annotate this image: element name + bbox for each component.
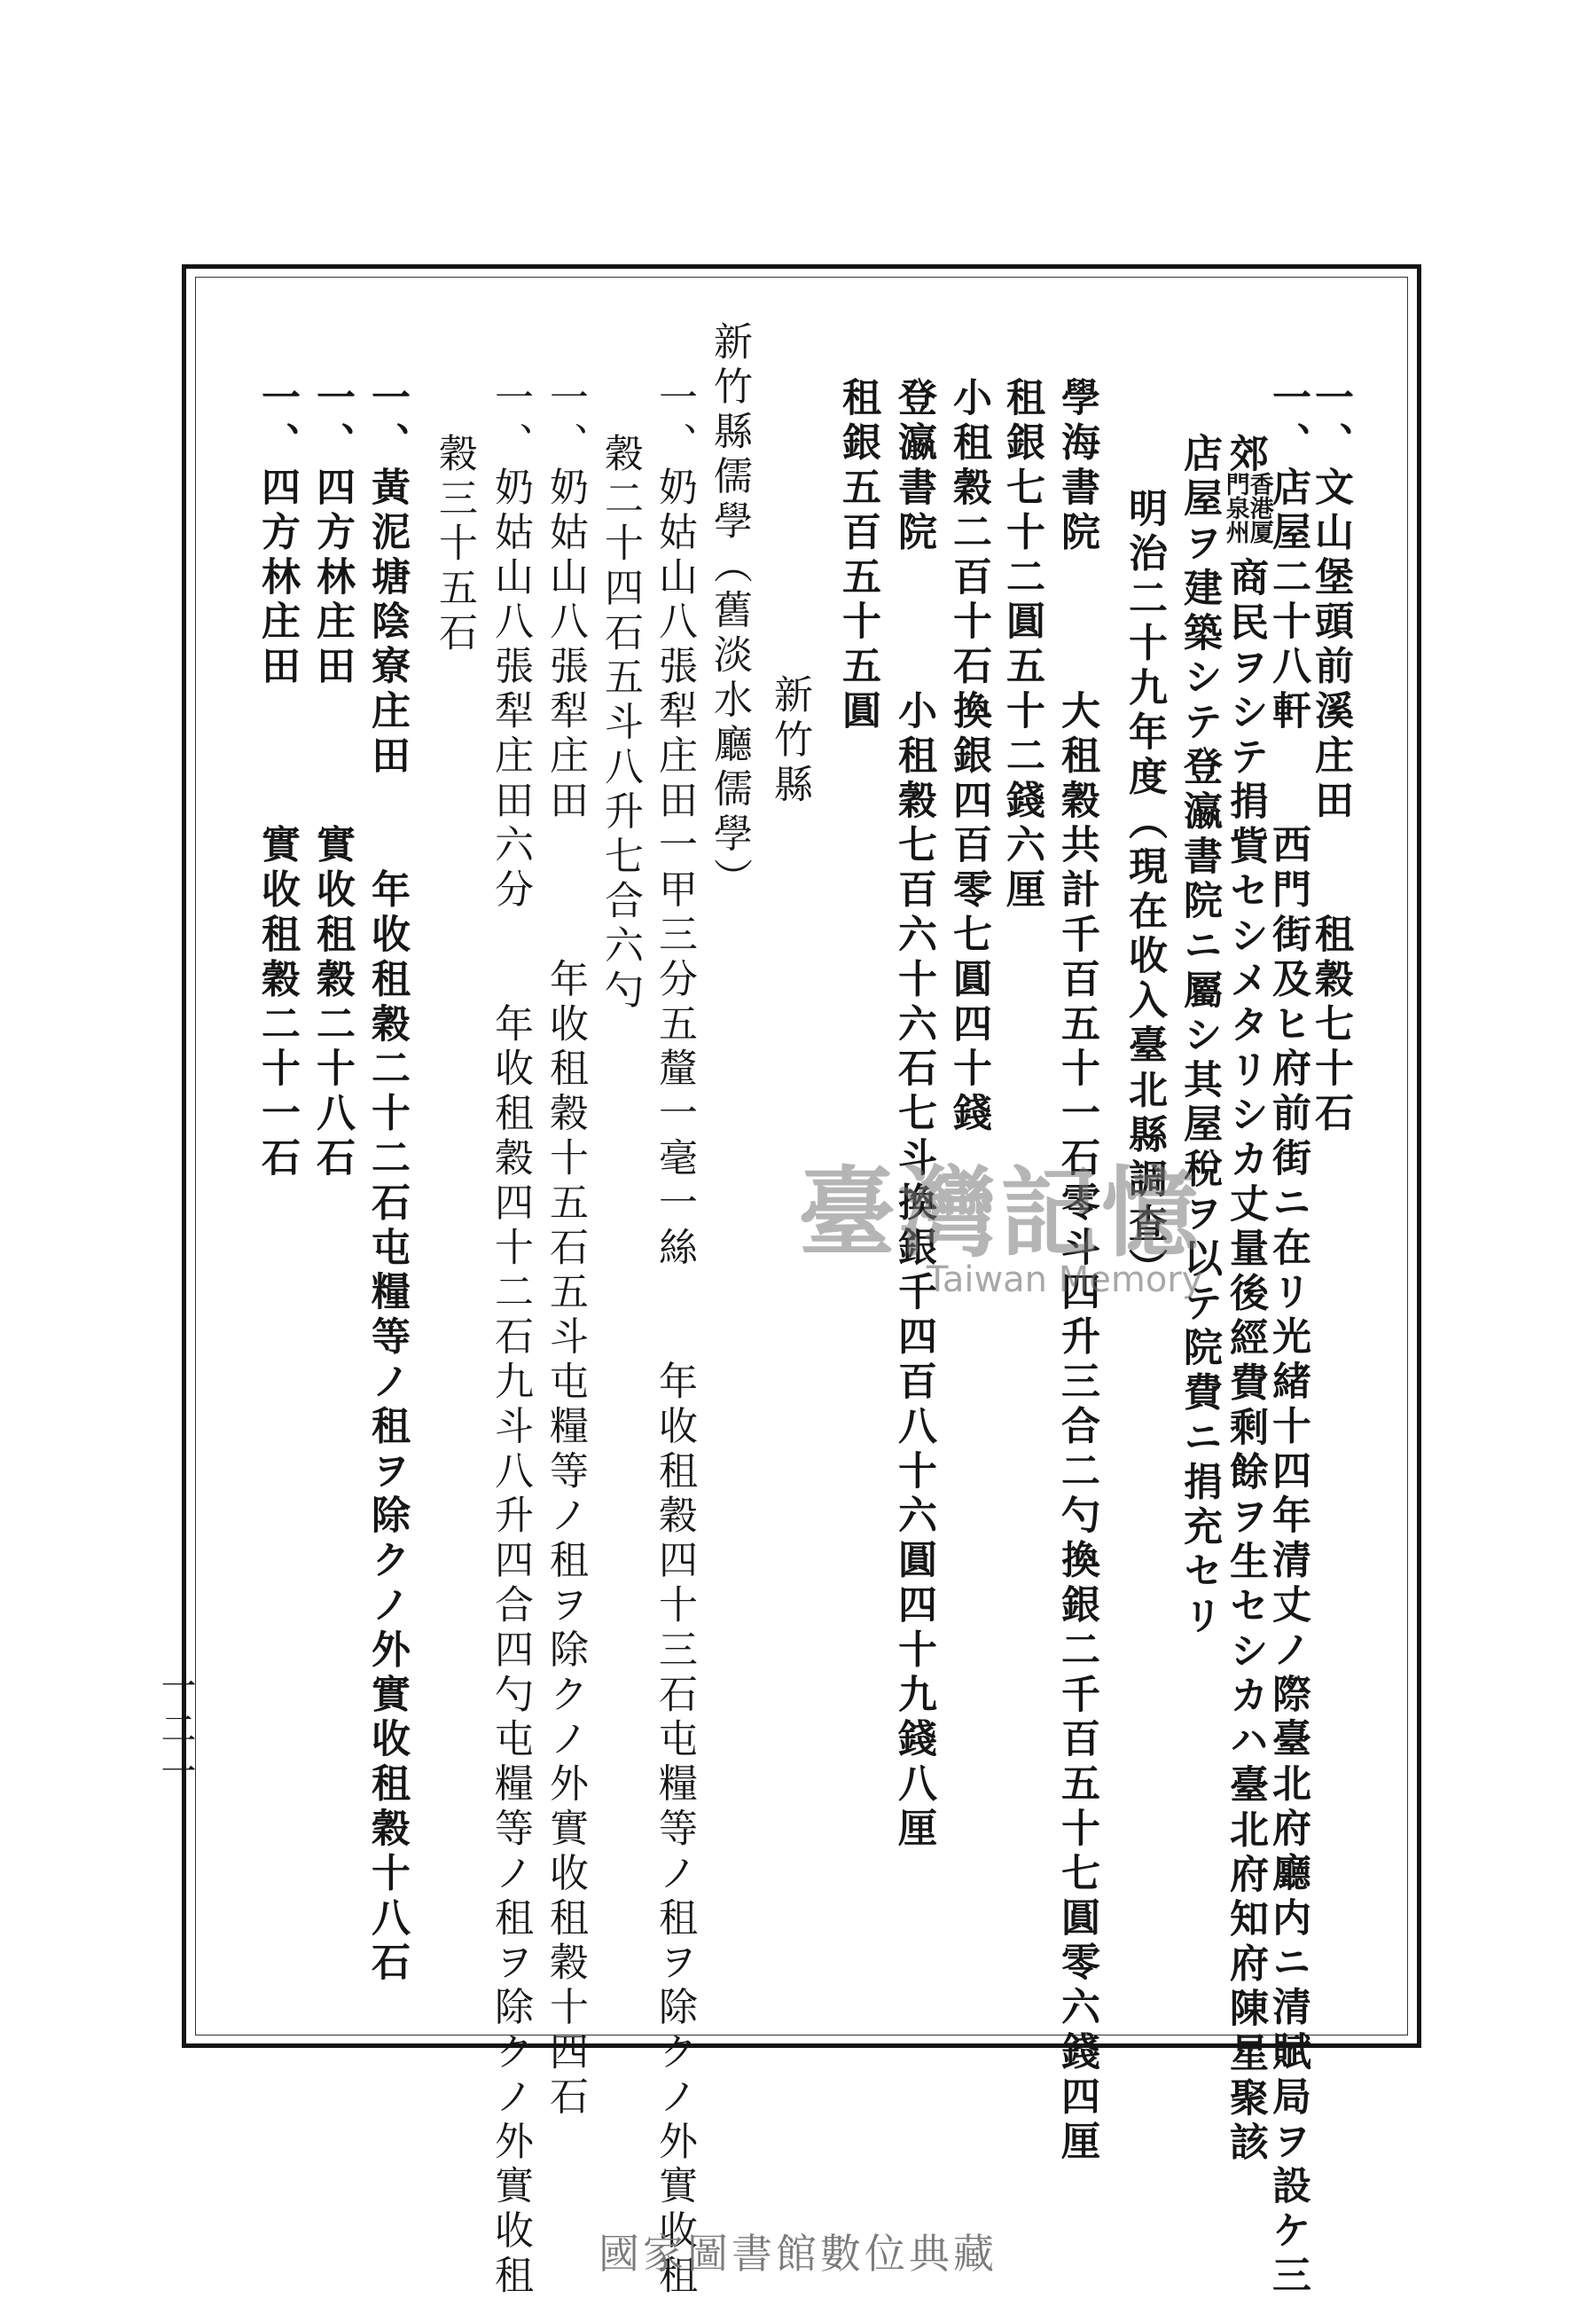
column-17: 穀三十五石: [432, 433, 477, 656]
column-1: 一、文山堡頭前溪庄田 租穀七十石: [1308, 377, 1353, 1137]
interlinear-note-bottom: 門泉州: [1221, 472, 1249, 544]
column-19: 一、四方林庄田 實收租穀二十八石: [309, 377, 355, 1182]
page-number: 一二一: [155, 1667, 196, 1795]
column-18: 一、黃泥塘陰寮庄田 年收租穀二十二石屯糧等ノ租ヲ除クノ外實收租穀十八石: [364, 377, 410, 1987]
column-16: 一、奶姑山八張犁庄田六分 年收租穀四十二石九斗八升四合四勺屯糧等ノ租ヲ除クノ外實收租: [488, 377, 533, 2300]
column-20: 一、四方林庄田 實收租穀二十一石: [254, 377, 300, 1182]
watermark-logo: 臺灣記憶: [798, 1156, 1202, 1270]
column-15: 一、奶姑山八張犁庄田 年收租穀十五石五斗屯糧等ノ租ヲ除クノ外實收租穀十四石: [543, 377, 588, 2121]
column-3-prefix: 郊: [1223, 433, 1268, 478]
watermark-subtitle: Taiwan Memory: [927, 1259, 1203, 1300]
column-12: 新竹縣儒學（舊淡水廳儒學）: [707, 321, 752, 903]
column-5: 明治二十九年度（現在收入臺北縣調查）: [1122, 488, 1167, 1293]
column-14: 穀二十四石五斗八升七合六勺: [598, 433, 643, 1015]
column-3: 商民ヲシテ捐貲セシメタリシカ丈量後經費剩餘ヲ生セシカハ臺北府知府陳星聚該: [1223, 557, 1268, 2167]
footer-caption: 國家圖書館數位典藏: [598, 2230, 998, 2278]
column-4: 店屋ヲ建築シテ登瀛書院ニ屬シ其屋稅ヲ以テ院費ニ捐充セリ: [1177, 433, 1222, 1640]
column-2: 一、店屋二十八軒 西門街及ヒ府前街ニ在リ光緒十四年清丈ノ際臺北府廳内ニ清賦局ヲ設ケ三: [1265, 377, 1310, 2300]
column-6: 學海書院 大租穀共計千百五十一石零斗四升三合二勺換銀二千百五十七圓零六錢四厘: [1054, 377, 1099, 2165]
column-13: 一、奶姑山八張犁庄田一甲三分五釐一毫一絲 年收租穀四十三石屯糧等ノ租ヲ除クノ外實收租: [652, 377, 697, 2300]
column-9: 登瀛書院 小租穀七百六十六石七斗換銀千四百八十六圓四十九錢八厘: [891, 377, 936, 1853]
column-11: 新竹縣: [767, 674, 812, 809]
column-10: 租銀五百五十五圓: [835, 377, 880, 735]
interlinear-note-top: 香港厦: [1245, 472, 1273, 544]
column-7: 租銀七十二圓五十二錢六厘: [999, 377, 1044, 914]
column-8: 小租穀二百十石換銀四百零七圓四十錢: [946, 377, 991, 1137]
